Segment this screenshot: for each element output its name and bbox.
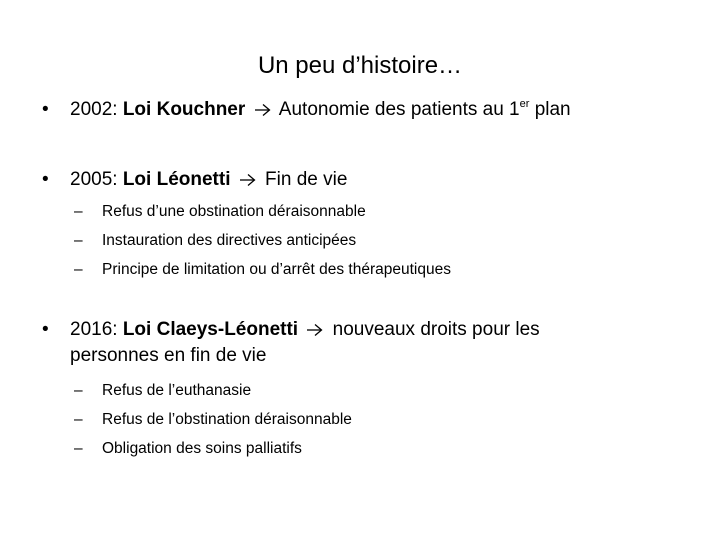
bullet-year: 2002: xyxy=(70,99,123,120)
right-arrow-icon xyxy=(254,103,272,117)
bullet-outcome: Fin de vie xyxy=(265,169,348,190)
bullet-outcome-line2: personnes en fin de vie xyxy=(70,345,267,366)
bullet-text xyxy=(70,97,670,123)
sub-bullet-text: Refus d’une obstination déraisonnable xyxy=(102,203,366,220)
bullet-year: 2005: xyxy=(70,169,123,190)
sub-bullet-marker: – xyxy=(74,411,83,428)
bullet-law: Loi Kouchner xyxy=(122,99,246,120)
bullet-law: Loi Léonetti xyxy=(122,169,231,190)
bullet-marker: • xyxy=(42,99,49,120)
bullet-text xyxy=(70,317,670,369)
sub-bullet-marker: – xyxy=(74,203,83,220)
sub-bullet-text: Instauration des directives anticipées xyxy=(102,232,357,249)
bullet-marker: • xyxy=(42,169,49,190)
sub-bullet-text: Obligation des soins palliatifs xyxy=(102,440,302,457)
right-arrow-icon xyxy=(239,173,257,187)
bullet-marker: • xyxy=(42,319,49,340)
sub-bullet-text: Principe de limitation ou d’arrêt des thérapeutiques xyxy=(102,261,451,278)
sub-bullet-marker: – xyxy=(74,232,83,249)
bullet-text xyxy=(70,167,670,193)
sub-bullet-marker: – xyxy=(74,440,83,457)
ordinal-suffix: er xyxy=(519,97,530,110)
bullet-outcome-end: plan xyxy=(529,99,571,120)
right-arrow-icon xyxy=(306,323,324,337)
sub-bullet-text: Refus de l’obstination déraisonnable xyxy=(102,411,352,428)
slide-title: Un peu d’histoire… xyxy=(257,52,463,79)
sub-bullet-text: Refus de l’euthanasie xyxy=(102,382,252,399)
sub-bullet-marker: – xyxy=(74,261,83,278)
bullet-outcome: Autonomie des patients au 1 xyxy=(278,99,520,120)
bullet-year: 2016: xyxy=(70,319,123,340)
sub-bullet-marker: – xyxy=(74,382,83,399)
bullet-outcome: nouveaux droits pour les xyxy=(332,319,540,340)
bullet-law: Loi Claeys-Léonetti xyxy=(122,319,299,340)
